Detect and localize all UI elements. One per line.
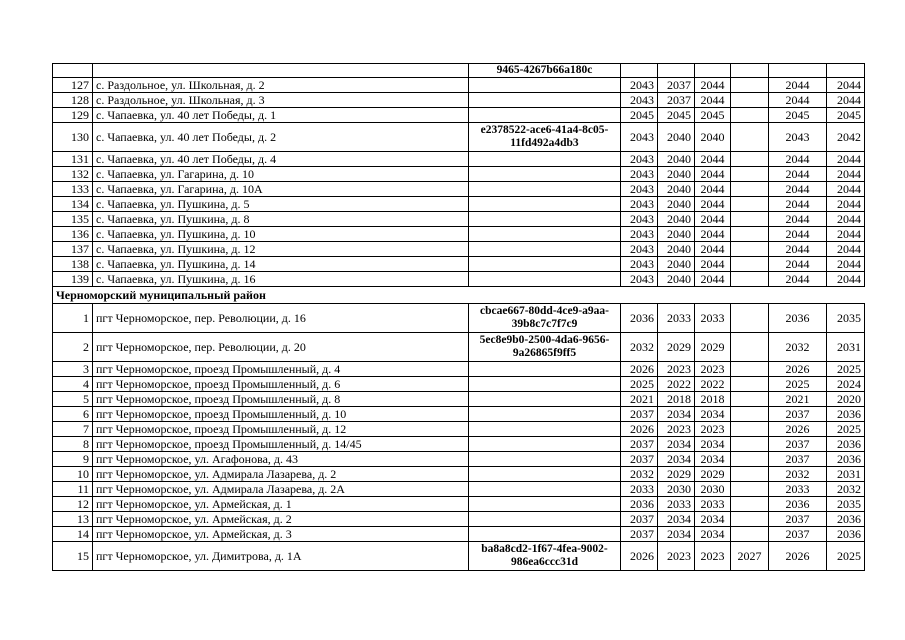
- address-cell: с. Чапаевка, ул. Пушкина, д. 16: [93, 272, 469, 287]
- row-number-cell: 138: [53, 257, 93, 272]
- year-cell: [731, 212, 769, 227]
- year-cell: 2031: [827, 333, 865, 362]
- year-cell: 2044: [769, 78, 827, 93]
- address-cell: с. Чапаевка, ул. Гагарина, д. 10А: [93, 182, 469, 197]
- year-cell: 2040: [658, 123, 695, 152]
- year-cell: 2040: [658, 182, 695, 197]
- year-cell: 2036: [827, 512, 865, 527]
- year-cell: 2037: [769, 452, 827, 467]
- year-cell: [731, 497, 769, 512]
- year-cell: 2033: [695, 304, 731, 333]
- year-cell: 2034: [695, 437, 731, 452]
- guid-cell: [469, 452, 621, 467]
- table-row: [53, 197, 865, 212]
- address-cell: пгт Черноморское, ул. Агафонова, д. 43: [93, 452, 469, 467]
- guid-cell: [469, 392, 621, 407]
- year-cell: [731, 108, 769, 123]
- table-row: [53, 482, 865, 497]
- row-number-cell: 132: [53, 167, 93, 182]
- year-cell: 2043: [621, 227, 658, 242]
- guid-cell: [469, 482, 621, 497]
- year-cell: [731, 304, 769, 333]
- year-cell: 2043: [621, 257, 658, 272]
- year-cell: 2044: [769, 152, 827, 167]
- year-cell: 2018: [658, 392, 695, 407]
- guid-cell: [469, 182, 621, 197]
- address-cell: пгт Черноморское, ул. Армейская, д. 1: [93, 497, 469, 512]
- guid-cell: [469, 422, 621, 437]
- year-cell: 2043: [621, 197, 658, 212]
- year-cell: 2025: [827, 422, 865, 437]
- row-number-cell: 137: [53, 242, 93, 257]
- year-cell: 2026: [621, 542, 658, 571]
- year-cell: 2033: [658, 497, 695, 512]
- table-row: [53, 242, 865, 257]
- year-cell: 2044: [695, 78, 731, 93]
- year-cell: 2040: [658, 272, 695, 287]
- year-cell: 2033: [621, 482, 658, 497]
- year-cell: 2043: [621, 182, 658, 197]
- address-cell: пгт Черноморское, проезд Промышленный, д. 6: [93, 377, 469, 392]
- year-cell: 2036: [827, 407, 865, 422]
- year-cell: 2044: [827, 182, 865, 197]
- year-cell: 2035: [827, 304, 865, 333]
- year-cell: 2044: [695, 197, 731, 212]
- table-row: [53, 227, 865, 242]
- year-cell: 2034: [658, 527, 695, 542]
- year-cell: [731, 437, 769, 452]
- year-cell: 2037: [769, 527, 827, 542]
- row-number-cell: 10: [53, 467, 93, 482]
- year-cell: 2044: [827, 152, 865, 167]
- row-number-cell: 131: [53, 152, 93, 167]
- housing-table: [52, 63, 865, 571]
- year-cell: 2045: [769, 108, 827, 123]
- year-cell: [731, 333, 769, 362]
- year-cell: 2037: [769, 437, 827, 452]
- address-cell: с. Чапаевка, ул. 40 лет Победы, д. 4: [93, 152, 469, 167]
- year-cell: 2040: [658, 167, 695, 182]
- address-cell: [93, 64, 469, 78]
- row-number-cell: 129: [53, 108, 93, 123]
- year-cell: 2036: [827, 452, 865, 467]
- year-cell: [731, 64, 769, 78]
- year-cell: 2044: [695, 212, 731, 227]
- table-row: [53, 362, 865, 377]
- year-cell: 2025: [827, 362, 865, 377]
- year-cell: 2023: [658, 542, 695, 571]
- table-row: [53, 93, 865, 108]
- year-cell: [731, 377, 769, 392]
- year-cell: 2025: [769, 377, 827, 392]
- year-cell: 2043: [621, 242, 658, 257]
- year-cell: [731, 152, 769, 167]
- address-cell: с. Чапаевка, ул. Пушкина, д. 8: [93, 212, 469, 227]
- address-cell: пгт Черноморское, ул. Армейская, д. 3: [93, 527, 469, 542]
- year-cell: 2044: [827, 257, 865, 272]
- year-cell: 2023: [658, 422, 695, 437]
- guid-cell: [469, 272, 621, 287]
- row-number-cell: 3: [53, 362, 93, 377]
- year-cell: 2029: [658, 467, 695, 482]
- address-cell: с. Чапаевка, ул. Пушкина, д. 5: [93, 197, 469, 212]
- year-cell: 2021: [621, 392, 658, 407]
- row-number-cell: 139: [53, 272, 93, 287]
- row-number-cell: 7: [53, 422, 93, 437]
- year-cell: 2044: [827, 197, 865, 212]
- table-row: [53, 272, 865, 287]
- year-cell: 2044: [769, 212, 827, 227]
- year-cell: 2034: [658, 407, 695, 422]
- guid-cell: [469, 527, 621, 542]
- row-number-cell: 4: [53, 377, 93, 392]
- year-cell: 2045: [621, 108, 658, 123]
- year-cell: 2034: [695, 512, 731, 527]
- year-cell: 2044: [695, 272, 731, 287]
- year-cell: 2037: [621, 452, 658, 467]
- year-cell: 2043: [621, 212, 658, 227]
- row-number-cell: 6: [53, 407, 93, 422]
- year-cell: [731, 362, 769, 377]
- year-cell: 2044: [695, 182, 731, 197]
- table-row: [53, 407, 865, 422]
- year-cell: 2037: [769, 407, 827, 422]
- year-cell: 2044: [769, 167, 827, 182]
- year-cell: 2044: [827, 78, 865, 93]
- year-cell: 2045: [658, 108, 695, 123]
- row-number-cell: 13: [53, 512, 93, 527]
- guid-cell: [469, 497, 621, 512]
- address-cell: пгт Черноморское, ул. Димитрова, д. 1А: [93, 542, 469, 571]
- table-row: [53, 512, 865, 527]
- row-number-cell: 8: [53, 437, 93, 452]
- year-cell: 2044: [769, 93, 827, 108]
- year-cell: 2043: [621, 93, 658, 108]
- address-cell: пгт Черноморское, пер. Революции, д. 16: [93, 304, 469, 333]
- year-cell: [731, 93, 769, 108]
- year-cell: [731, 78, 769, 93]
- year-cell: 2030: [658, 482, 695, 497]
- guid-cell: [469, 377, 621, 392]
- row-number-cell: 136: [53, 227, 93, 242]
- guid-cell: 9465-4267b66a180c: [469, 64, 621, 78]
- year-cell: 2034: [658, 437, 695, 452]
- year-cell: 2032: [621, 467, 658, 482]
- year-cell: 2044: [769, 182, 827, 197]
- row-number-cell: 9: [53, 452, 93, 467]
- table-row: [53, 467, 865, 482]
- year-cell: 2037: [621, 512, 658, 527]
- address-cell: с. Чапаевка, ул. 40 лет Победы, д. 2: [93, 123, 469, 152]
- year-cell: 2037: [658, 78, 695, 93]
- table-row: [53, 542, 865, 571]
- year-cell: 2031: [827, 467, 865, 482]
- year-cell: 2037: [621, 437, 658, 452]
- year-cell: 2040: [658, 152, 695, 167]
- year-cell: [731, 467, 769, 482]
- address-cell: пгт Черноморское, пер. Революции, д. 20: [93, 333, 469, 362]
- table-row: [53, 123, 865, 152]
- year-cell: [731, 242, 769, 257]
- year-cell: 2020: [827, 392, 865, 407]
- guid-cell: 5ec8e9b0-2500-4da6-9656-9a26865f9ff5: [469, 333, 621, 362]
- year-cell: 2022: [695, 377, 731, 392]
- year-cell: 2018: [695, 392, 731, 407]
- table-row: [53, 497, 865, 512]
- year-cell: 2044: [695, 93, 731, 108]
- year-cell: [731, 182, 769, 197]
- year-cell: 2034: [658, 512, 695, 527]
- row-number-cell: [53, 64, 93, 78]
- year-cell: 2043: [621, 167, 658, 182]
- guid-cell: [469, 167, 621, 182]
- address-cell: с. Раздольное, ул. Школьная, д. 3: [93, 93, 469, 108]
- year-cell: 2032: [827, 482, 865, 497]
- address-cell: пгт Черноморское, ул. Армейская, д. 2: [93, 512, 469, 527]
- year-cell: [731, 407, 769, 422]
- year-cell: 2043: [769, 123, 827, 152]
- guid-cell: [469, 212, 621, 227]
- guid-cell: [469, 437, 621, 452]
- year-cell: 2023: [695, 542, 731, 571]
- year-cell: 2040: [658, 242, 695, 257]
- table-row: [53, 152, 865, 167]
- year-cell: 2034: [658, 452, 695, 467]
- year-cell: [827, 64, 865, 78]
- year-cell: 2044: [827, 242, 865, 257]
- year-cell: 2026: [769, 362, 827, 377]
- guid-cell: [469, 152, 621, 167]
- row-number-cell: 134: [53, 197, 93, 212]
- guid-cell: [469, 257, 621, 272]
- year-cell: 2030: [695, 482, 731, 497]
- year-cell: 2044: [769, 197, 827, 212]
- year-cell: 2040: [658, 197, 695, 212]
- year-cell: 2044: [827, 93, 865, 108]
- table-row: [53, 392, 865, 407]
- address-cell: пгт Черноморское, проезд Промышленный, д. 8: [93, 392, 469, 407]
- year-cell: 2044: [827, 167, 865, 182]
- year-cell: 2032: [769, 467, 827, 482]
- year-cell: [621, 64, 658, 78]
- year-cell: [769, 64, 827, 78]
- year-cell: [731, 272, 769, 287]
- year-cell: 2023: [695, 422, 731, 437]
- year-cell: 2021: [769, 392, 827, 407]
- row-number-cell: 1: [53, 304, 93, 333]
- address-cell: с. Раздольное, ул. Школьная, д. 2: [93, 78, 469, 93]
- row-number-cell: 135: [53, 212, 93, 227]
- year-cell: 2037: [658, 93, 695, 108]
- year-cell: 2025: [827, 542, 865, 571]
- table-row: [53, 527, 865, 542]
- year-cell: 2034: [695, 407, 731, 422]
- year-cell: 2036: [827, 437, 865, 452]
- guid-cell: [469, 242, 621, 257]
- year-cell: 2044: [695, 152, 731, 167]
- year-cell: 2043: [621, 272, 658, 287]
- table-row: [53, 167, 865, 182]
- year-cell: 2032: [769, 333, 827, 362]
- year-cell: 2037: [621, 407, 658, 422]
- year-cell: 2044: [695, 167, 731, 182]
- address-cell: с. Чапаевка, ул. Гагарина, д. 10: [93, 167, 469, 182]
- year-cell: [731, 422, 769, 437]
- year-cell: [731, 527, 769, 542]
- year-cell: 2029: [695, 333, 731, 362]
- year-cell: 2036: [827, 527, 865, 542]
- year-cell: 2036: [769, 497, 827, 512]
- year-cell: 2044: [695, 242, 731, 257]
- address-cell: пгт Черноморское, проезд Промышленный, д. 14/45: [93, 437, 469, 452]
- year-cell: 2029: [658, 333, 695, 362]
- year-cell: [731, 452, 769, 467]
- table-row: [53, 452, 865, 467]
- guid-cell: cbcae667-80dd-4ce9-a9aa-39b8c7c7f7c9: [469, 304, 621, 333]
- guid-cell: e2378522-ace6-41a4-8c05-11fd492a4db3: [469, 123, 621, 152]
- year-cell: 2040: [658, 257, 695, 272]
- table-row: [53, 182, 865, 197]
- year-cell: 2033: [695, 497, 731, 512]
- guid-cell: [469, 197, 621, 212]
- year-cell: [658, 64, 695, 78]
- year-cell: 2037: [621, 527, 658, 542]
- year-cell: 2040: [658, 212, 695, 227]
- year-cell: [731, 257, 769, 272]
- row-number-cell: 130: [53, 123, 93, 152]
- year-cell: 2034: [695, 527, 731, 542]
- guid-cell: [469, 93, 621, 108]
- year-cell: 2045: [695, 108, 731, 123]
- guid-cell: [469, 78, 621, 93]
- table-row: [53, 78, 865, 93]
- year-cell: 2043: [621, 123, 658, 152]
- year-cell: 2035: [827, 497, 865, 512]
- year-cell: 2043: [621, 152, 658, 167]
- table-row: [53, 257, 865, 272]
- row-number-cell: 5: [53, 392, 93, 407]
- guid-cell: [469, 512, 621, 527]
- row-number-cell: 12: [53, 497, 93, 512]
- year-cell: 2044: [827, 227, 865, 242]
- section-title: Черноморский муниципальный район: [53, 287, 865, 304]
- address-cell: пгт Черноморское, ул. Адмирала Лазарева, д. 2: [93, 467, 469, 482]
- row-number-cell: 15: [53, 542, 93, 571]
- row-number-cell: 128: [53, 93, 93, 108]
- year-cell: 2029: [695, 467, 731, 482]
- year-cell: 2034: [695, 452, 731, 467]
- address-cell: пгт Черноморское, ул. Адмирала Лазарева, д. 2А: [93, 482, 469, 497]
- year-cell: 2044: [769, 227, 827, 242]
- year-cell: 2040: [695, 123, 731, 152]
- year-cell: 2023: [695, 362, 731, 377]
- year-cell: 2036: [621, 497, 658, 512]
- address-cell: пгт Черноморское, проезд Промышленный, д. 10: [93, 407, 469, 422]
- guid-cell: ba8a8cd2-1f67-4fea-9002-986ea6ccc31d: [469, 542, 621, 571]
- year-cell: 2032: [621, 333, 658, 362]
- year-cell: [731, 123, 769, 152]
- year-cell: 2027: [731, 542, 769, 571]
- year-cell: 2044: [827, 272, 865, 287]
- address-cell: пгт Черноморское, проезд Промышленный, д. 4: [93, 362, 469, 377]
- year-cell: 2026: [621, 422, 658, 437]
- guid-cell: [469, 108, 621, 123]
- year-cell: [731, 392, 769, 407]
- year-cell: 2043: [621, 78, 658, 93]
- section-header-row: [53, 287, 865, 304]
- year-cell: [731, 512, 769, 527]
- row-number-cell: 14: [53, 527, 93, 542]
- year-cell: 2025: [621, 377, 658, 392]
- year-cell: 2026: [769, 542, 827, 571]
- row-number-cell: 133: [53, 182, 93, 197]
- table-row: [53, 377, 865, 392]
- year-cell: [731, 167, 769, 182]
- year-cell: 2036: [769, 304, 827, 333]
- year-cell: 2022: [658, 377, 695, 392]
- address-cell: с. Чапаевка, ул. Пушкина, д. 10: [93, 227, 469, 242]
- year-cell: 2044: [827, 212, 865, 227]
- year-cell: [731, 227, 769, 242]
- year-cell: 2045: [827, 108, 865, 123]
- guid-cell: [469, 227, 621, 242]
- year-cell: 2044: [769, 242, 827, 257]
- year-cell: 2042: [827, 123, 865, 152]
- table-row: [53, 212, 865, 227]
- year-cell: [731, 482, 769, 497]
- year-cell: 2023: [658, 362, 695, 377]
- year-cell: 2026: [769, 422, 827, 437]
- year-cell: 2033: [658, 304, 695, 333]
- address-cell: с. Чапаевка, ул. Пушкина, д. 12: [93, 242, 469, 257]
- address-cell: с. Чапаевка, ул. 40 лет Победы, д. 1: [93, 108, 469, 123]
- year-cell: [695, 64, 731, 78]
- year-cell: 2044: [769, 257, 827, 272]
- year-cell: 2026: [621, 362, 658, 377]
- year-cell: 2044: [695, 257, 731, 272]
- table-row: [53, 108, 865, 123]
- year-cell: 2036: [621, 304, 658, 333]
- address-cell: пгт Черноморское, проезд Промышленный, д. 12: [93, 422, 469, 437]
- table-row: [53, 333, 865, 362]
- table-row: [53, 437, 865, 452]
- guid-cell: [469, 407, 621, 422]
- year-cell: [731, 197, 769, 212]
- row-number-cell: 2: [53, 333, 93, 362]
- guid-cell: [469, 362, 621, 377]
- guid-cell: [469, 467, 621, 482]
- address-cell: с. Чапаевка, ул. Пушкина, д. 14: [93, 257, 469, 272]
- table-row: [53, 304, 865, 333]
- table-row: [53, 64, 865, 78]
- year-cell: 2037: [769, 512, 827, 527]
- year-cell: 2040: [658, 227, 695, 242]
- year-cell: 2044: [695, 227, 731, 242]
- row-number-cell: 127: [53, 78, 93, 93]
- year-cell: 2033: [769, 482, 827, 497]
- year-cell: 2044: [769, 272, 827, 287]
- row-number-cell: 11: [53, 482, 93, 497]
- year-cell: 2024: [827, 377, 865, 392]
- table-row: [53, 422, 865, 437]
